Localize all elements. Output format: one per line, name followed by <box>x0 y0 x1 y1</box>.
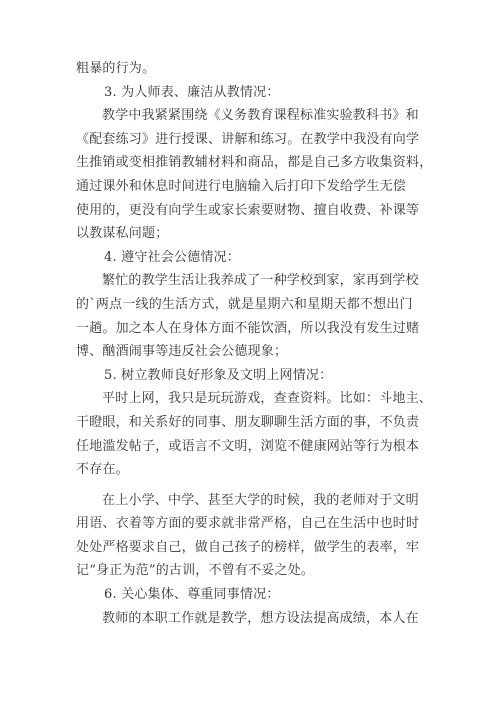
paragraph-first-line: 在上小学、中学、甚至大学的时候，我的老师对于文明 <box>102 492 419 508</box>
paragraph-line: 用语、衣着等方面的要求就非常严格，自己在生活中也时时 <box>76 516 420 532</box>
paragraph-first-line: 繁忙的教学生活让我养成了一种学校到家，家再到学校 <box>102 273 419 289</box>
paragraph-first-line: 教学中我紧紧围绕《义务教育课程标准实验教科书》和 <box>102 108 419 124</box>
paragraph-line: 《配套练习》进行授课、讲解和练习。在教学中我没有向学 <box>76 131 420 147</box>
section-heading: 3. 为人师表、廉洁从教情况： <box>104 84 280 100</box>
paragraph-first-line: 教师的本职工作就是教学，想方设法提高成绩，本人在 <box>102 610 419 626</box>
paragraph-line: 处处严格要求自己，做自己孩子的榜样，做学生的表率，牢 <box>76 539 420 555</box>
paragraph-line: 通过课外和休息时间进行电脑输入后打印下发给学生无偿 <box>76 178 407 194</box>
paragraph-line: 记“身正为范”的古训，不曾有不妥之处。 <box>76 563 315 579</box>
section-heading: 4. 遵守社会公德情况： <box>104 249 240 265</box>
paragraph-line: 干瞪眼，和关系好的同事、朋友聊聊生活方面的事，不负责 <box>76 414 420 430</box>
section-heading: 5. 树立教师良好形象及文明上网情况： <box>104 367 333 383</box>
paragraph-line: 的`两点一线的生活方式，就是星期六和星期天都不想出门 <box>76 296 413 312</box>
paragraph-line: 粗暴的行为。 <box>76 61 156 76</box>
paragraph-line: 任地滥发帖子，或语言不文明，浏览不健康网站等行为根本 <box>76 438 420 454</box>
paragraph-line: 一趟。加之本人在身体方面不能饮酒，所以我没有发生过赌 <box>76 320 420 336</box>
paragraph-first-line: 平时上网，我只是玩玩游戏，查查资料。比如：斗地主、 <box>102 391 433 407</box>
paragraph-line: 不存在。 <box>76 462 129 478</box>
section-heading: 6. 关心集体、尊重同事情况： <box>104 587 280 603</box>
paragraph-line: 博、酗酒闹事等违反社会公德现象； <box>76 344 288 360</box>
paragraph-line: 使用的，更没有向学生或家长索要财物、擅自收费、补课等 <box>76 202 420 218</box>
paragraph-line: 生推销或变相推销教辅材料和商品，都是自己多方收集资料， <box>76 155 433 171</box>
paragraph-line: 以教谋私问题； <box>76 226 169 242</box>
document-page <box>76 57 433 630</box>
